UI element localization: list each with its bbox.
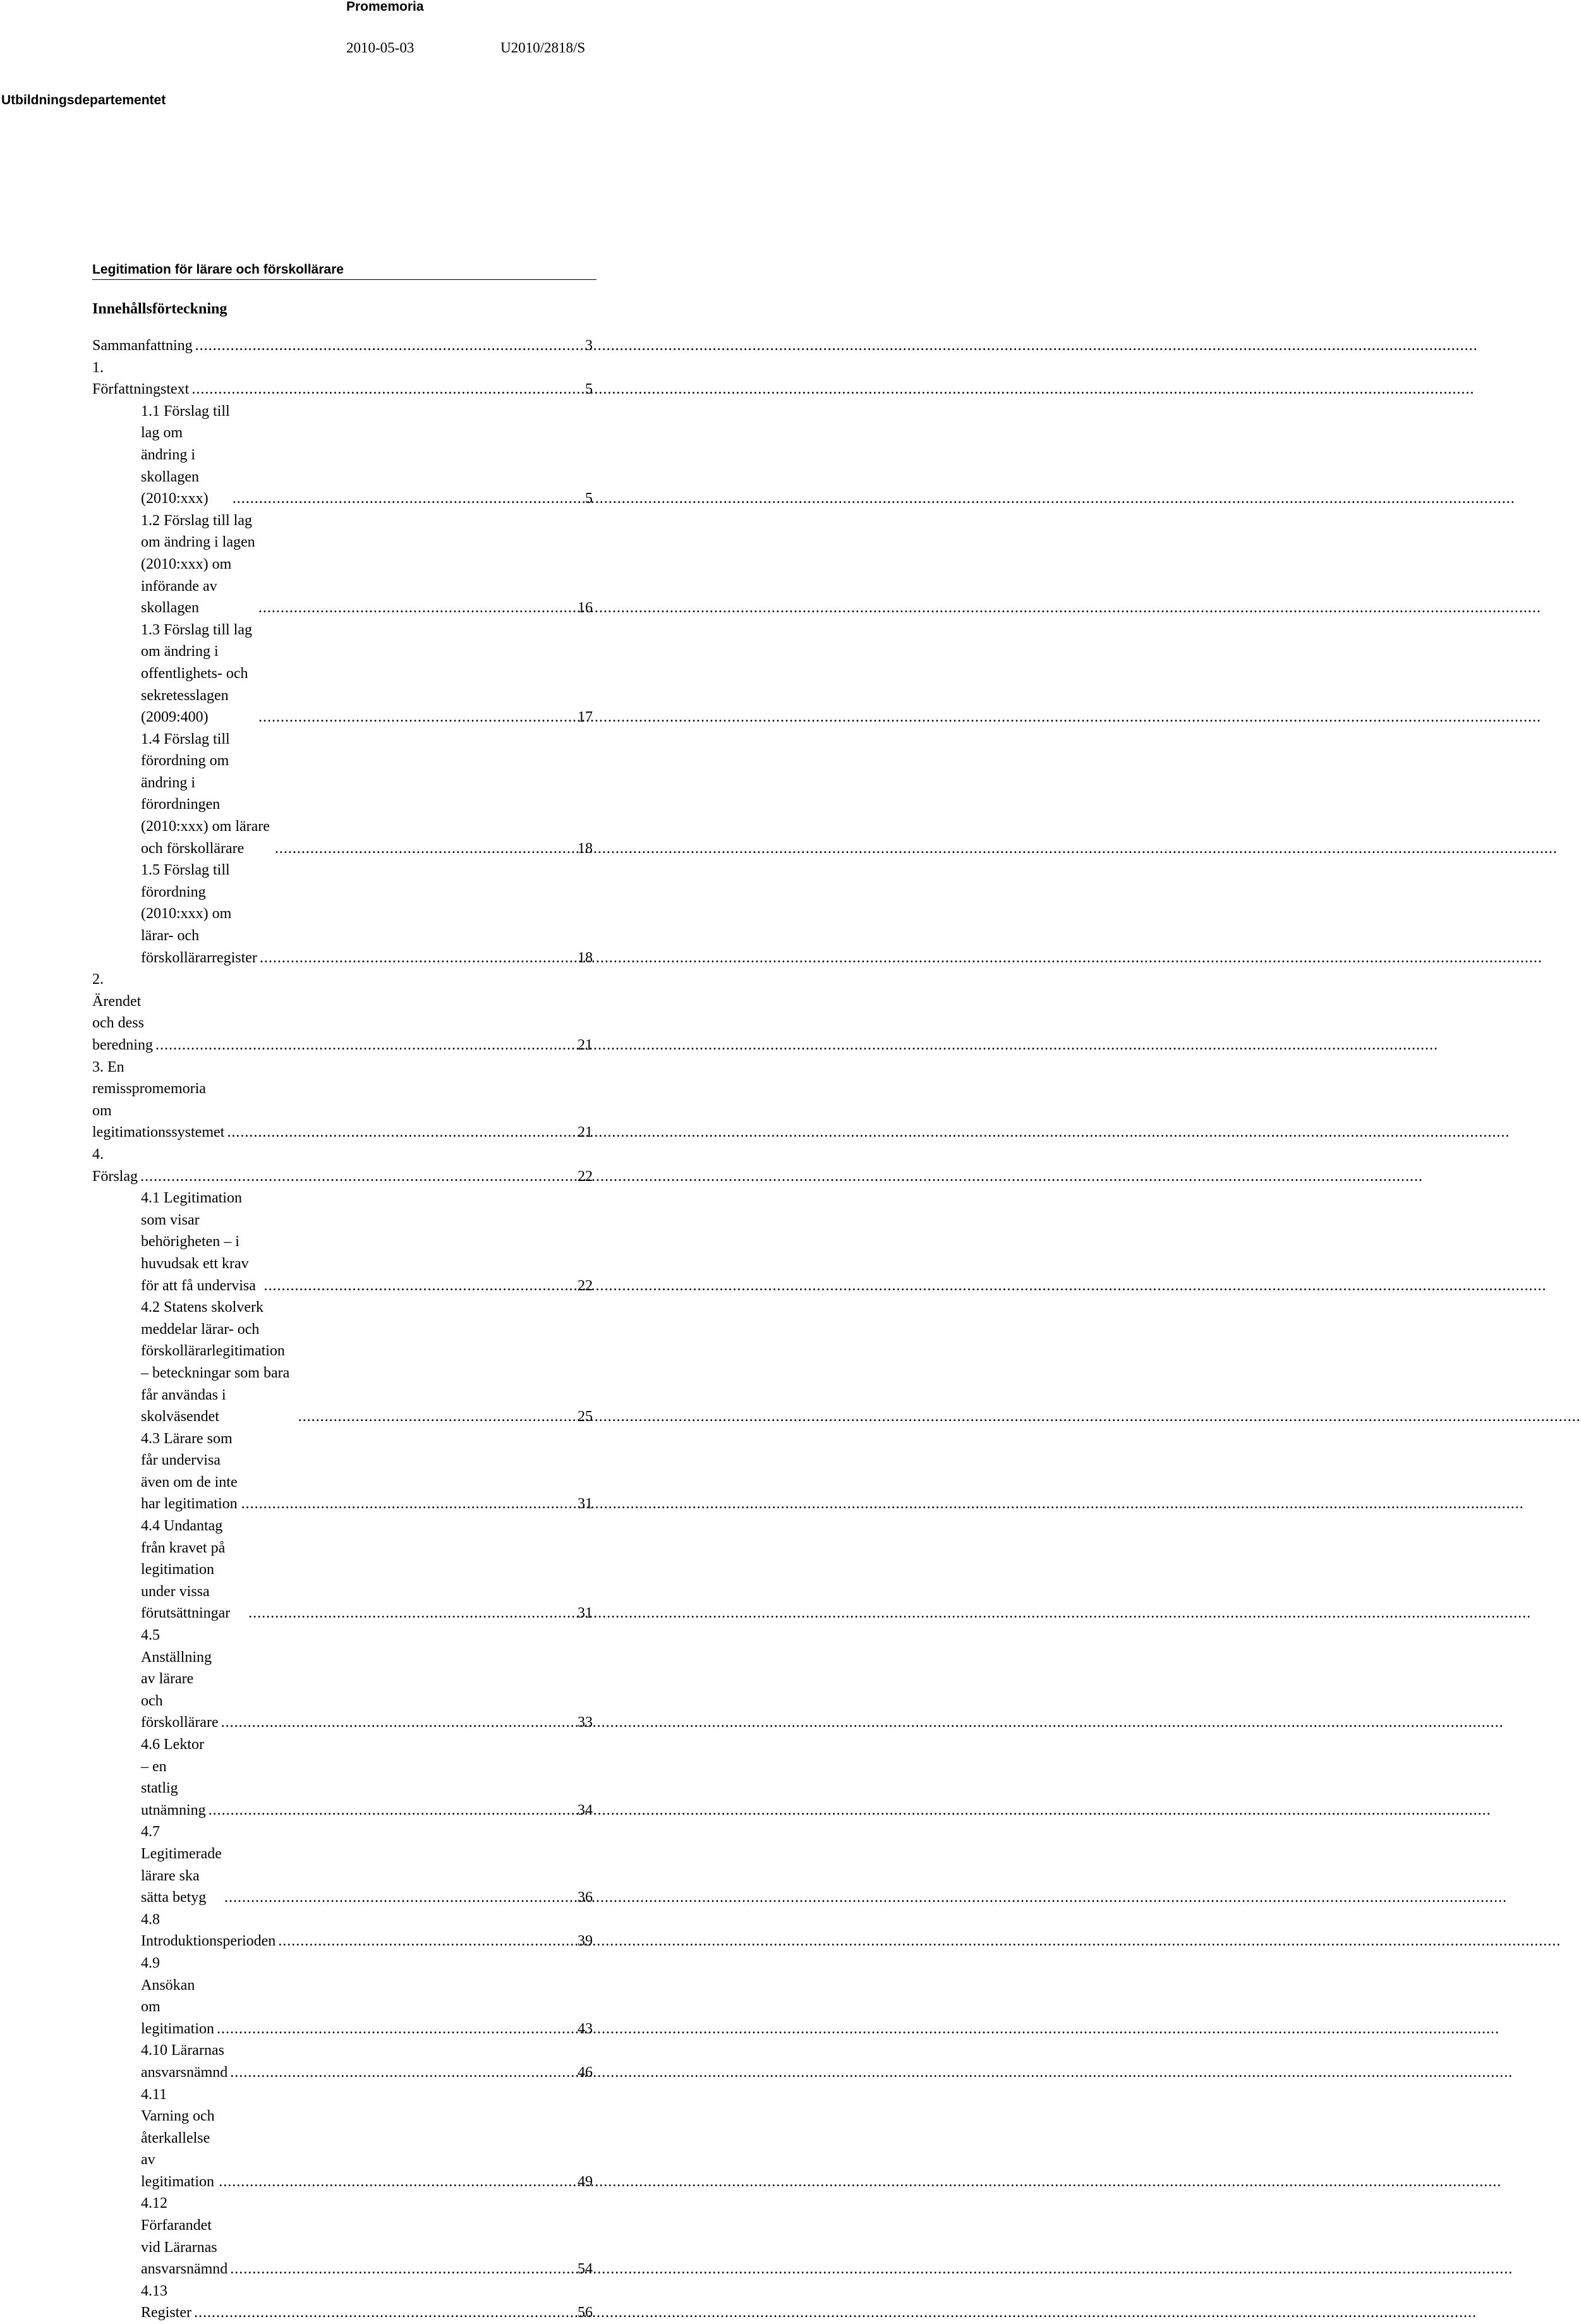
department-name: Utbildningsdepartementet xyxy=(1,93,166,107)
toc-leader-dots xyxy=(195,335,583,357)
toc-entry-text: 1.4 Förslag till förordning om ändring i förordningen (2010:xxx) om lärare och förskollärare xyxy=(141,730,270,857)
toc-entry-text: 1.1 Förslag till lag om ändring i skollagen (2010:xxx) xyxy=(141,402,230,507)
toc-entry-page: 43 xyxy=(578,2020,593,2037)
toc-entry-page: 33 xyxy=(578,1714,593,1731)
toc-leader-dots xyxy=(209,1800,575,1822)
toc-entry[interactable] xyxy=(92,1428,593,1515)
toc-entry-page: 16 xyxy=(578,600,593,617)
toc-entry[interactable] xyxy=(92,335,593,357)
toc-entry-page: 39 xyxy=(578,1933,593,1950)
toc-entry-page: 36 xyxy=(578,1889,593,1906)
toc-entry[interactable] xyxy=(92,401,593,510)
toc-entry-text: 4.8 Introduktionsperioden xyxy=(141,1911,276,1950)
toc-heading: Innehållsförteckning xyxy=(92,301,227,317)
toc-entry[interactable] xyxy=(92,1734,593,1821)
toc-entry-text: 1.3 Förslag till lag om ändring i offentlighets- och sekretesslagen (2009:400) xyxy=(141,621,252,726)
toc-entry-text: 1.2 Förslag till lag om ändring i lagen (2010:xxx) om införande av skollagen xyxy=(141,512,255,617)
toc-entry[interactable] xyxy=(92,510,593,619)
toc-entry[interactable] xyxy=(92,729,593,860)
toc-entry[interactable] xyxy=(92,2040,593,2083)
toc-leader-dots xyxy=(298,1406,575,1428)
document-date: 2010-05-03 xyxy=(346,40,415,56)
toc-entry-text: 4.13 Register xyxy=(141,2282,191,2321)
toc-leader-dots xyxy=(191,378,583,401)
toc-entry[interactable] xyxy=(92,1952,593,2040)
toc-entry[interactable] xyxy=(92,1187,593,1297)
toc-entry[interactable] xyxy=(92,357,593,401)
toc-leader-dots xyxy=(217,2018,575,2040)
toc-leader-dots xyxy=(230,2258,575,2280)
toc-entry-text: 1.5 Förslag till förordning (2010:xxx) om lärar- och förskollärarregister xyxy=(141,862,257,966)
toc-entry[interactable] xyxy=(92,2280,593,2324)
toc-entry[interactable] xyxy=(92,969,593,1056)
toc-entry[interactable] xyxy=(92,1909,593,1952)
document-type: Promemoria xyxy=(346,0,424,14)
toc-entry-text: 2. Ärendet och dess beredning xyxy=(92,971,153,1053)
toc-entry-page: 18 xyxy=(578,949,593,966)
toc-entry[interactable] xyxy=(92,1056,593,1144)
toc-leader-dots xyxy=(241,1493,575,1515)
toc-entry-page: 34 xyxy=(578,1801,593,1819)
toc-leader-dots xyxy=(227,1122,575,1144)
page-title: Legitimation för lärare och förskollärare xyxy=(92,262,344,277)
toc-leader-dots xyxy=(219,2171,575,2193)
toc-leader-dots xyxy=(264,1275,575,1297)
toc-entry-text: 1. Författningstext xyxy=(92,359,190,398)
toc-entry-page: 54 xyxy=(578,2261,593,2278)
toc-entry-page: 21 xyxy=(578,1037,593,1053)
toc-entry[interactable] xyxy=(92,1144,593,1187)
toc-leader-dots xyxy=(194,2302,575,2324)
table-of-contents xyxy=(92,335,593,2324)
toc-leader-dots xyxy=(224,1887,575,1909)
toc-entry-page: 18 xyxy=(578,840,593,857)
toc-entry-text: 4.7 Legitimerade lärare ska sätta betyg xyxy=(141,1824,222,1906)
document-reference: U2010/2818/S xyxy=(500,40,586,56)
toc-entry-page: 5 xyxy=(585,490,593,507)
toc-leader-dots xyxy=(258,706,575,729)
toc-entry-text: 4.4 Undantag från kravet på legitimation under vissa förutsättningar xyxy=(141,1518,231,1622)
toc-entry-page: 17 xyxy=(578,709,593,726)
toc-entry-page: 5 xyxy=(585,381,593,398)
toc-leader-dots xyxy=(155,1034,575,1056)
toc-entry[interactable] xyxy=(92,2193,593,2280)
toc-entry[interactable] xyxy=(92,619,593,729)
toc-entry-text: 4.1 Legitimation som visar behörigheten – i huvudsak ett krav för att få undervisa xyxy=(141,1190,256,1294)
toc-entry-text: 4.10 Lärarnas ansvarsnämnd xyxy=(141,2042,228,2081)
toc-entry[interactable] xyxy=(92,859,593,969)
toc-entry[interactable] xyxy=(92,2084,593,2193)
toc-entry-text: 4.9 Ansökan om legitimation xyxy=(141,1954,214,2037)
toc-entry-page: 3 xyxy=(585,337,593,354)
toc-entry-page: 31 xyxy=(578,1496,593,1513)
toc-entry-text: 3. En remisspromemoria om legitimationssystemet xyxy=(92,1058,225,1141)
toc-leader-dots xyxy=(260,947,575,969)
toc-leader-dots xyxy=(230,2062,575,2084)
toc-entry-text: 4.6 Lektor – en statlig utnämning xyxy=(141,1736,206,1819)
toc-entry-page: 22 xyxy=(578,1277,593,1294)
toc-leader-dots xyxy=(221,1712,575,1734)
toc-entry-text: Sammanfattning xyxy=(92,337,193,354)
toc-leader-dots xyxy=(233,488,583,510)
toc-entry-text: 4.5 Anställning av lärare och förskollärare xyxy=(141,1627,219,1731)
toc-entry-text: 4.11 Varning och återkallelse av legitimation xyxy=(141,2086,215,2190)
toc-leader-dots xyxy=(278,1930,575,1952)
toc-entry[interactable] xyxy=(92,1515,593,1625)
toc-entry-page: 25 xyxy=(578,1408,593,1425)
toc-entry-page: 49 xyxy=(578,2173,593,2190)
toc-entry-page: 31 xyxy=(578,1605,593,1622)
toc-entry-page: 22 xyxy=(578,1168,593,1185)
title-divider xyxy=(92,279,597,280)
toc-leader-dots xyxy=(275,838,575,860)
toc-entry-page: 46 xyxy=(578,2064,593,2081)
toc-leader-dots xyxy=(258,597,575,619)
toc-entry-text: 4. Förslag xyxy=(92,1146,138,1185)
toc-entry-text: 4.12 Förfarandet vid Lärarnas ansvarsnämnd xyxy=(141,2195,228,2278)
toc-leader-dots xyxy=(140,1166,575,1188)
toc-entry[interactable] xyxy=(92,1297,593,1428)
toc-entry[interactable] xyxy=(92,1821,593,1908)
toc-entry-text: 4.2 Statens skolverk meddelar lärar- och förskollärarlegitimation – beteckningar som bara får användas i skolväsendet xyxy=(141,1299,290,1425)
toc-entry-page: 21 xyxy=(578,1124,593,1141)
toc-entry-page: 56 xyxy=(578,2304,593,2321)
toc-entry-text: 4.3 Lärare som får undervisa även om de inte har legitimation xyxy=(141,1430,238,1513)
toc-entry[interactable] xyxy=(92,1625,593,1734)
toc-leader-dots xyxy=(248,1602,575,1625)
